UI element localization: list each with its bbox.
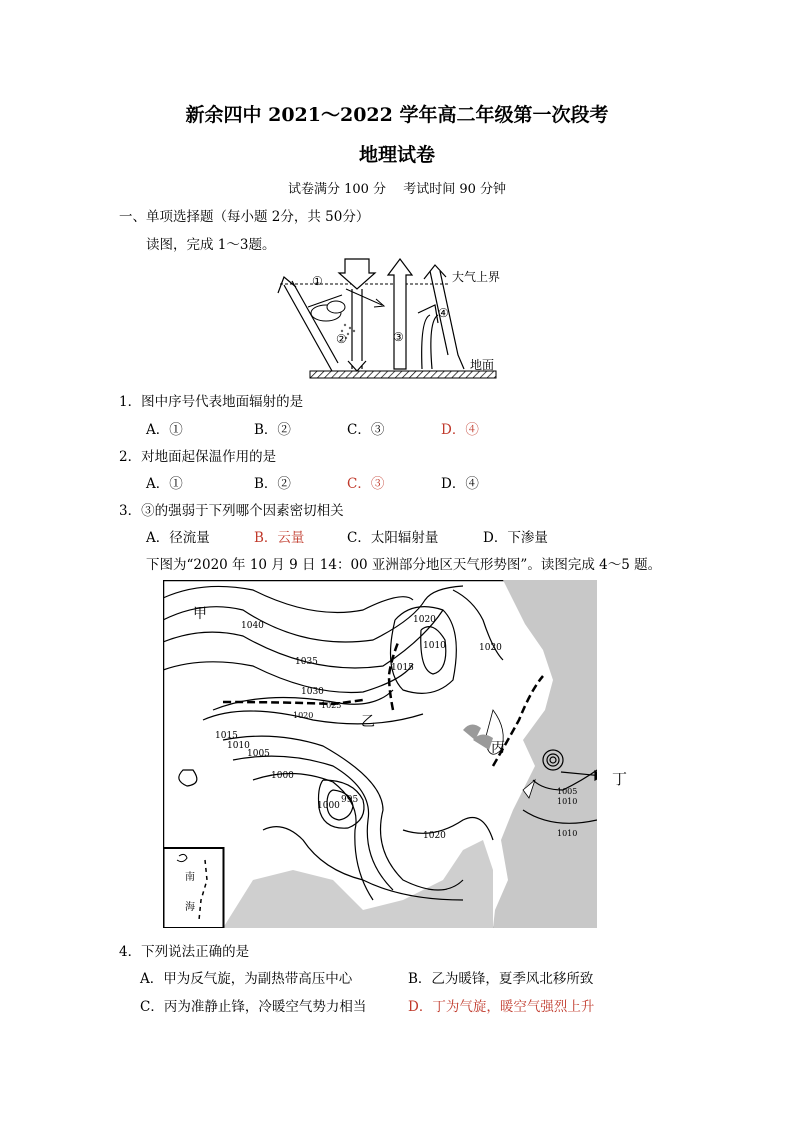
svg-text:1005: 1005 [247,749,270,759]
label-yi: 乙 [361,714,375,730]
q1-option-b[interactable]: B．② [254,422,291,438]
svg-text:1020: 1020 [423,831,446,841]
svg-text:1005: 1005 [557,787,578,796]
section-heading: 一、单项选择题（每小题 2分，共 50分） [119,209,370,225]
q2-option-b[interactable]: B．② [254,476,291,492]
q3-option-a[interactable]: A．径流量 [146,530,210,546]
intro-q1-3: 读图，完成 1～3题。 [146,237,276,253]
svg-text:1020: 1020 [413,615,436,625]
svg-text:995: 995 [341,795,359,805]
svg-text:1020: 1020 [479,643,502,653]
q4-option-d[interactable]: D．丁为气旋，暖空气强烈上升 [408,999,595,1015]
arrow-2-label: ② [336,332,347,346]
q2-option-a[interactable]: A．① [146,476,183,492]
label-bing: 丙 [491,740,505,756]
svg-text:1010: 1010 [557,797,578,806]
exam-title: 新余四中 2021～2022 学年高二年级第一次段考 [185,104,609,126]
svg-text:1035: 1035 [295,657,318,667]
intro-q4-5: 下图为“2020 年 10 月 9 日 14：00 亚洲部分地区天气形势图”。读图完成 4～5 题。 [146,557,662,573]
arrow-3 [388,259,412,369]
q4-option-b[interactable]: B．乙为暖锋，夏季风北移所致 [408,971,594,987]
arrow-1-label: ① [312,274,323,288]
nanhai-inset [164,848,224,928]
q3-option-d[interactable]: D．下渗量 [483,530,548,546]
q1-option-c[interactable]: C．③ [347,422,385,438]
question-4-stem: 4．下列说法正确的是 [119,944,250,960]
radiation-diagram [270,255,510,385]
reflection-arrow [308,289,384,307]
svg-text:1010: 1010 [227,741,250,751]
label-ding: 丁 [612,770,628,788]
svg-text:1015: 1015 [215,731,238,741]
arrow-3-label: ③ [393,330,404,344]
q1-option-d[interactable]: D．④ [441,422,479,438]
q4-option-a[interactable]: A．甲为反气旋，为副热带高压中心 [140,971,353,987]
svg-text:1040: 1040 [241,621,264,631]
q1-option-a[interactable]: A．① [146,422,183,438]
ground-surface [310,371,496,378]
exam-info: 试卷满分 100 分 考试时间 90 分钟 [287,182,507,197]
question-2-stem: 2．对地面起保温作用的是 [119,449,277,465]
q3-option-b[interactable]: B．云量 [254,530,305,546]
nanhai-label-1: 南 [185,872,195,883]
q2-option-d[interactable]: D．④ [441,476,479,492]
svg-text:1025: 1025 [321,701,342,710]
svg-text:1030: 1030 [301,687,324,697]
question-3-stem: 3．③的强弱于下列哪个因素密切相关 [119,503,344,519]
question-1-stem: 1．图中序号代表地面辐射的是 [119,394,304,410]
svg-text:1010: 1010 [557,829,578,838]
solar-radiation-arrow [339,259,375,371]
svg-text:1020: 1020 [293,711,314,720]
label-jia: 甲 [193,606,207,622]
atmosphere-top-label: 大气上界 [452,270,501,284]
nanhai-label-2: 海 [185,902,195,913]
arrow-1 [278,277,338,371]
q3-option-c[interactable]: C．太阳辐射量 [347,530,439,546]
svg-text:1010: 1010 [423,641,446,651]
q2-option-c[interactable]: C．③ [347,476,385,492]
weather-map [163,580,597,928]
svg-text:1015: 1015 [391,663,414,673]
subject-title: 地理试卷 [358,144,435,166]
q4-option-c[interactable]: C．丙为准静止锋，冷暖空气势力相当 [140,999,367,1015]
ground-label: 地面 [470,358,495,372]
arrow-4-label: ④ [438,306,449,320]
svg-text:1000: 1000 [271,771,294,781]
svg-text:1000: 1000 [317,801,340,811]
